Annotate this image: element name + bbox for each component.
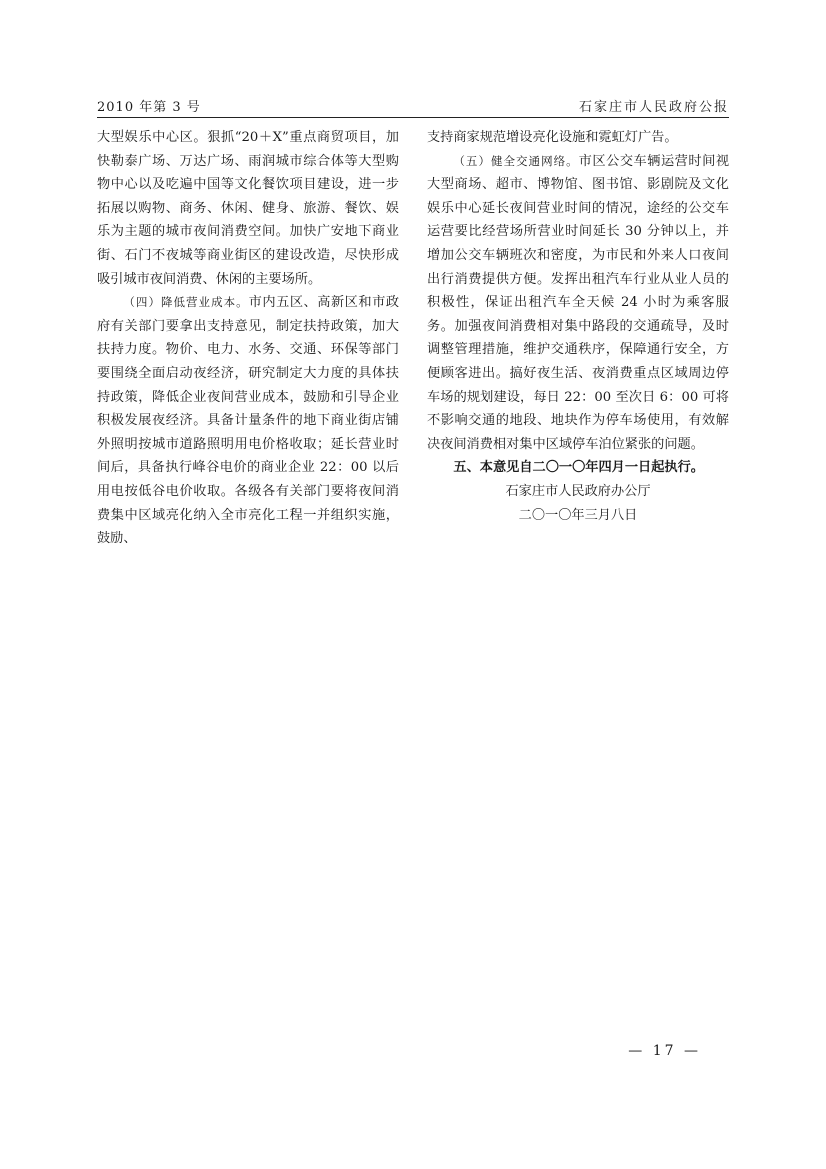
right-paragraph-1: 支持商家规范增设亮化设施和霓虹灯广告。 [427, 130, 678, 145]
section-body-4: 市内五区、高新区和市政府有关部门要拿出支持意见，制定扶持政策，加大扶持力度。物价、电力、水务、交通、环保等部门要围绕全面启动夜经济，研究制定大力度的具体扶持政策，降低企业夜间营业成本，鼓励和引导企业积极发展夜经济。具备计量条件的地下商业街店铺外照明按城市道路照明用电价格收取；延长营业时间后，具备执行峰谷电价的商业企业 22：00 以后用电按低谷电价收取。各级各有关部门要将夜间消费集中区域亮化纳入全市亮化工程一并组织实施，鼓励、 [97, 295, 400, 547]
page-number: — 17 — [628, 1043, 701, 1059]
signature-org: 石家庄市人民政府办公厅 [505, 483, 651, 499]
left-column [97, 126, 399, 551]
left-paragraph-1: 大型娱乐中心区。狠抓“20＋X”重点商贸项目，加快勒泰广场、万达广场、雨润城市综合体等大型购物中心以及吃遍中国等文化餐饮项目建设，进一步拓展以购物、商务、休闲、健身、旅游、餐饮、娱乐为主题的城市夜间消费空间。加快广安地下商业街、石门不夜城等商业街区的建设改造，尽快形成吸引城市夜间消费、休闲的主要场所。 [97, 130, 399, 287]
right-paragraph-2 [427, 150, 729, 457]
signature-date: 二〇一〇年三月八日 [518, 507, 638, 523]
right-column [427, 126, 729, 527]
section-heading-4: （四）降低营业成本。 [123, 295, 249, 310]
page-header-publication: 石家庄市人民政府公报 [578, 100, 729, 115]
left-paragraph-2 [97, 291, 399, 551]
page-header-issue: 2010 年第 3 号 [97, 100, 201, 115]
section-body-5: 市区公交车辆运营时间视大型商场、超市、博物馆、图书馆、影剧院及文化娱乐中心延长夜间营业时间的情况，途经的公交车运营要比经营场所营业时间延长 30 分钟以上，并增加公交车辆班次和密度，为市民和外来人口夜间出行消费提供方便。发挥出租汽车行业从业人员的积极性，保证出租汽车全天候 24 小时为乘客服务。加强夜间消费相对集中路段的交通疏导，及时调整管理措施，维护交通秩序，保障通行安全，方便顾客进出。搞好夜生活、夜消费重点区域周边停车场的规划建设，每日 22：00 至次日 6：00 可将不影响交通的地段、地块作为停车场使用，有效解决夜间消费相对集中区域停车泊位紧张的问题。 [427, 153, 730, 452]
header-rule [97, 117, 729, 118]
effective-date-clause: 五、本意见自二〇一〇年四月一日起执行。 [453, 460, 704, 476]
section-heading-5: （五）健全交通网络。 [453, 153, 579, 168]
